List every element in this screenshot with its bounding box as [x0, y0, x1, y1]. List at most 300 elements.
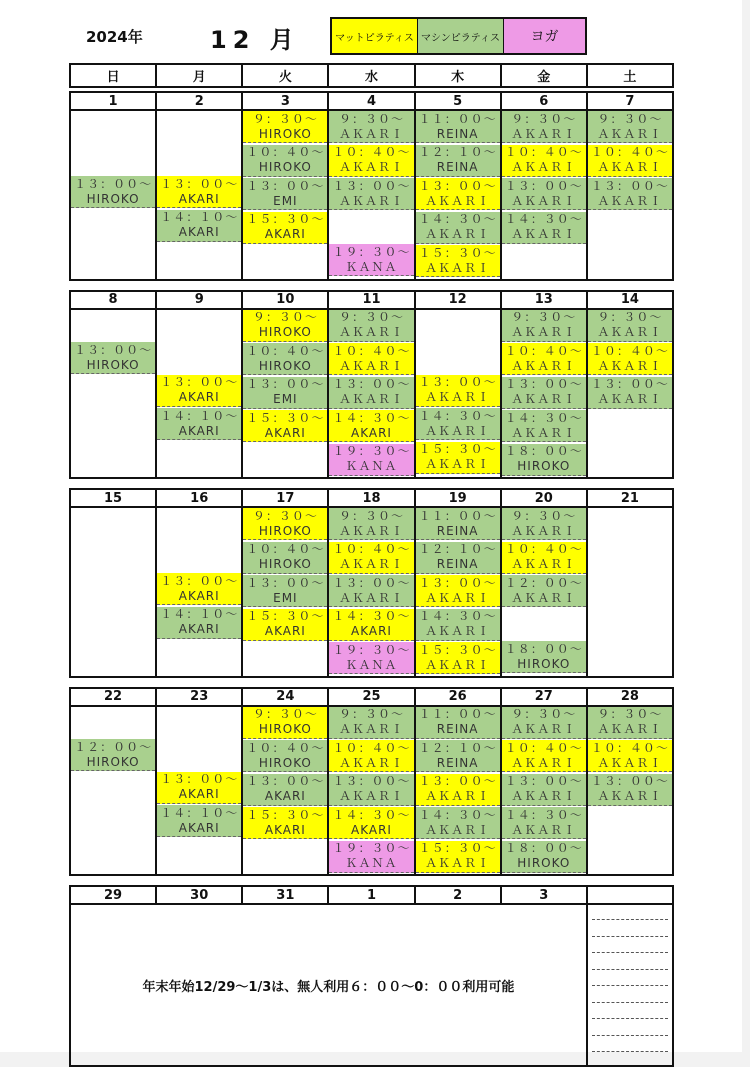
- machine-pilates-class: [329, 178, 413, 210]
- date-cell: 3: [242, 92, 328, 110]
- empty-slot: [329, 212, 413, 243]
- machine-pilates-class: [502, 707, 586, 739]
- weekday-thu: 木: [415, 64, 501, 87]
- machine-pilates-class: [502, 508, 586, 540]
- class-instructor: HIROKO: [517, 459, 571, 473]
- day-cell: [156, 309, 242, 479]
- mat-pilates-class: [329, 343, 413, 375]
- class-instructor: ＡＫＡＲＩ: [338, 590, 404, 605]
- class-time: １４：３０〜: [332, 807, 411, 822]
- machine-pilates-class: [502, 377, 586, 409]
- week-3: [69, 488, 674, 678]
- date-cell: 16: [156, 489, 242, 507]
- date-cell: 30: [156, 886, 242, 904]
- machine-pilates-class: [157, 607, 241, 639]
- class-time: １８：００〜: [504, 841, 583, 855]
- class-time: １４：３０〜: [418, 408, 497, 423]
- mat-pilates-class: [157, 375, 241, 407]
- day-cell: [415, 110, 501, 280]
- mat-pilates-class: [329, 410, 413, 442]
- class-instructor: ＡＫＡＲＩ: [425, 789, 491, 803]
- machine-pilates-class: [416, 542, 500, 574]
- class-instructor: AKARI: [264, 227, 306, 241]
- mat-pilates-class: [502, 740, 586, 772]
- machine-pilates-class: [416, 212, 500, 244]
- class-time: １５：３０〜: [246, 212, 325, 226]
- class-time: １１：００〜: [418, 707, 497, 721]
- class-time: １３：００〜: [590, 178, 669, 193]
- day-cell: [415, 309, 501, 479]
- legend-machine-pilates: マシンピラティス: [418, 19, 504, 53]
- day-cell: [242, 309, 328, 479]
- class-instructor: ＡＫＡＲＩ: [511, 722, 577, 736]
- class-instructor: ＡＫＡＲＩ: [338, 126, 404, 141]
- class-time: １２：１０〜: [418, 542, 497, 556]
- date-cell: 26: [415, 688, 501, 706]
- class-instructor: ＡＫＡＲＩ: [511, 590, 577, 605]
- class-instructor: ＡＫＡＲＩ: [425, 227, 491, 241]
- day-cell: [587, 110, 673, 280]
- class-time: １４：３０〜: [418, 807, 497, 822]
- class-instructor: AKARI: [178, 423, 220, 438]
- class-instructor: ＡＫＡＲＩ: [425, 657, 491, 672]
- class-time: １３：００〜: [418, 774, 497, 788]
- machine-pilates-class: [243, 774, 327, 806]
- empty-slot: [157, 111, 241, 142]
- class-instructor: ＫＡＮＡ: [345, 657, 398, 672]
- class-time: ９：３０〜: [338, 111, 404, 126]
- class-instructor: HIROKO: [258, 126, 312, 141]
- class-instructor: HIROKO: [86, 357, 140, 372]
- mat-pilates-class: [416, 575, 500, 607]
- class-time: １４：３０〜: [504, 212, 583, 226]
- mat-pilates-class: [157, 772, 241, 804]
- class-time: １３：００〜: [332, 377, 411, 391]
- date-cell: 24: [242, 688, 328, 706]
- class-time: ９：３０〜: [252, 111, 318, 126]
- machine-pilates-class: [71, 739, 155, 771]
- class-instructor: AKARI: [264, 624, 306, 638]
- class-time: １９：３０〜: [332, 642, 411, 657]
- mat-pilates-class: [416, 375, 500, 407]
- empty-slot: [157, 739, 241, 770]
- date-cell: 22: [70, 688, 156, 706]
- day-cell: [587, 706, 673, 876]
- class-time: １０：４０〜: [504, 740, 583, 755]
- class-time: １５：３０〜: [246, 609, 325, 623]
- class-time: １４：１０〜: [160, 210, 239, 224]
- class-instructor: ＡＫＡＲＩ: [511, 822, 577, 837]
- holiday-notice-cell: [70, 904, 587, 1066]
- day-cell: [70, 507, 156, 677]
- class-time: １０：４０〜: [332, 542, 411, 556]
- machine-pilates-class: [416, 408, 500, 440]
- class-instructor: ＡＫＡＲＩ: [597, 126, 663, 141]
- day-cell: [328, 110, 414, 280]
- class-instructor: REINA: [436, 160, 479, 174]
- notes-cell: [587, 904, 673, 1066]
- date-cell: 6: [501, 92, 587, 110]
- class-time: １３：００〜: [590, 377, 669, 391]
- class-instructor: AKARI: [178, 787, 220, 801]
- machine-pilates-class: [416, 707, 500, 739]
- date-cell: 2: [415, 886, 501, 904]
- class-instructor: ＡＫＡＲＩ: [511, 425, 577, 440]
- class-time: １２：００〜: [74, 739, 153, 754]
- date-cell: 28: [587, 688, 673, 706]
- week-1: [69, 91, 674, 281]
- mat-pilates-class: [243, 807, 327, 839]
- class-time: １５：３０〜: [418, 245, 497, 260]
- empty-slot: [71, 310, 155, 341]
- class-time: １０：４０〜: [590, 145, 669, 159]
- class-time: １３：００〜: [332, 178, 411, 193]
- legend: [330, 17, 587, 55]
- class-time: １９：３０〜: [332, 841, 411, 855]
- mat-pilates-class: [502, 343, 586, 375]
- date-cell: 20: [501, 489, 587, 507]
- weekday-tue: 火: [242, 64, 328, 87]
- yoga-class: [329, 841, 413, 873]
- class-instructor: REINA: [436, 557, 479, 571]
- mat-pilates-class: [502, 145, 586, 177]
- mat-pilates-class: [416, 774, 500, 806]
- class-time: １５：３０〜: [418, 442, 497, 456]
- class-instructor: ＡＫＡＲＩ: [425, 390, 491, 404]
- class-instructor: ＡＫＡＲＩ: [425, 856, 491, 870]
- class-instructor: ＡＫＡＲＩ: [338, 789, 404, 803]
- date-cell: 31: [242, 886, 328, 904]
- class-instructor: AKARI: [178, 390, 220, 404]
- class-instructor: EMI: [273, 590, 298, 605]
- mat-pilates-class: [243, 111, 327, 143]
- class-instructor: ＡＫＡＲＩ: [511, 193, 577, 208]
- class-time: １３：００〜: [332, 575, 411, 590]
- class-time: １１：００〜: [418, 111, 497, 126]
- machine-pilates-class: [416, 508, 500, 540]
- mat-pilates-class: [157, 573, 241, 605]
- machine-pilates-class: [157, 210, 241, 242]
- machine-pilates-class: [502, 178, 586, 210]
- empty-slot: [157, 508, 241, 539]
- class-time: １４：３０〜: [418, 212, 497, 226]
- date-cell: 27: [501, 688, 587, 706]
- mat-pilates-class: [329, 145, 413, 177]
- class-time: ９：３０〜: [511, 111, 577, 126]
- mat-pilates-class: [329, 740, 413, 772]
- class-time: １０：４０〜: [504, 145, 583, 159]
- date-cell: 8: [70, 291, 156, 309]
- class-time: １３：００〜: [418, 575, 497, 590]
- class-time: １０：４０〜: [590, 740, 669, 755]
- day-cell: [501, 110, 587, 280]
- date-cell: 2: [156, 92, 242, 110]
- class-instructor: HIROKO: [258, 755, 312, 770]
- machine-pilates-class: [71, 342, 155, 374]
- machine-pilates-class: [588, 707, 672, 739]
- machine-pilates-class: [502, 641, 586, 673]
- weekday-wed: 水: [328, 64, 414, 87]
- machine-pilates-class: [157, 408, 241, 440]
- class-instructor: ＡＫＡＲＩ: [338, 755, 404, 770]
- machine-pilates-class: [502, 111, 586, 143]
- date-cell: 7: [587, 92, 673, 110]
- class-instructor: HIROKO: [258, 358, 312, 373]
- yoga-class: [329, 244, 413, 276]
- calendar: [69, 63, 674, 1067]
- class-instructor: HIROKO: [517, 656, 571, 671]
- class-time: １４：３０〜: [332, 410, 411, 425]
- class-instructor: HIROKO: [258, 160, 312, 174]
- machine-pilates-class: [416, 145, 500, 177]
- class-instructor: AKARI: [264, 425, 306, 440]
- yoga-class: [329, 444, 413, 476]
- mat-pilates-class: [243, 310, 327, 342]
- class-time: ９：３０〜: [597, 111, 663, 126]
- class-time: １３：００〜: [160, 176, 239, 191]
- date-cell: 15: [70, 489, 156, 507]
- class-time: １３：００〜: [246, 178, 325, 193]
- machine-pilates-class: [502, 310, 586, 342]
- day-cell: [242, 507, 328, 677]
- machine-pilates-class: [243, 575, 327, 607]
- class-time: １３：００〜: [418, 178, 497, 193]
- date-cell: 9: [156, 291, 242, 309]
- machine-pilates-class: [243, 145, 327, 177]
- mat-pilates-class: [243, 508, 327, 540]
- class-instructor: AKARI: [351, 624, 392, 638]
- date-cell: 23: [156, 688, 242, 706]
- date-cell: 1: [328, 886, 414, 904]
- class-time: １０：４０〜: [590, 343, 669, 358]
- machine-pilates-class: [502, 841, 586, 873]
- date-cell: 29: [70, 886, 156, 904]
- class-time: １２：１０〜: [418, 145, 497, 159]
- year-label: 2024年: [86, 28, 143, 46]
- class-time: １４：３０〜: [504, 807, 583, 822]
- class-instructor: AKARI: [178, 820, 220, 835]
- week-2: [69, 290, 674, 480]
- class-time: １３：００〜: [160, 772, 239, 786]
- machine-pilates-class: [329, 508, 413, 540]
- day-cell: [501, 507, 587, 677]
- class-time: １３：００〜: [246, 774, 325, 788]
- day-cell: [242, 110, 328, 280]
- machine-pilates-class: [588, 111, 672, 143]
- class-instructor: ＡＫＡＲＩ: [511, 126, 577, 141]
- class-instructor: AKARI: [178, 622, 220, 636]
- class-time: １４：１０〜: [160, 805, 239, 820]
- class-instructor: ＡＫＡＲＩ: [511, 557, 577, 571]
- class-instructor: AKARI: [178, 191, 220, 206]
- class-time: １０：４０〜: [246, 343, 325, 358]
- mat-pilates-class: [416, 245, 500, 277]
- day-cell: [328, 309, 414, 479]
- date-cell: 10: [242, 291, 328, 309]
- machine-pilates-class: [243, 343, 327, 375]
- class-instructor: ＡＫＡＲＩ: [597, 325, 663, 339]
- empty-slot: [71, 144, 155, 175]
- legend-mat-pilates: マットピラティス: [332, 19, 418, 53]
- mat-pilates-class: [243, 410, 327, 442]
- class-time: １５：３０〜: [418, 841, 497, 855]
- class-time: １３：００〜: [504, 178, 583, 193]
- class-time: １３：００〜: [418, 375, 497, 389]
- class-instructor: AKARI: [351, 425, 392, 440]
- machine-pilates-class: [243, 542, 327, 574]
- class-instructor: ＡＫＡＲＩ: [338, 392, 404, 406]
- class-instructor: ＡＫＡＲＩ: [511, 160, 577, 174]
- class-instructor: HIROKO: [517, 856, 571, 870]
- date-cell: 25: [328, 688, 414, 706]
- class-time: １５：３０〜: [418, 642, 497, 657]
- class-time: １３：００〜: [504, 774, 583, 788]
- empty-slot: [71, 210, 155, 241]
- class-instructor: ＡＫＡＲＩ: [425, 457, 491, 471]
- mat-pilates-class: [416, 841, 500, 873]
- class-time: １９：３０〜: [332, 244, 411, 259]
- machine-pilates-class: [329, 111, 413, 143]
- class-instructor: ＡＫＡＲＩ: [511, 392, 577, 406]
- date-cell: 4: [328, 92, 414, 110]
- machine-pilates-class: [502, 575, 586, 607]
- class-instructor: ＡＫＡＲＩ: [597, 160, 663, 174]
- class-time: １３：００〜: [160, 375, 239, 389]
- class-instructor: ＡＫＡＲＩ: [338, 358, 404, 373]
- weekday-sat: 土: [587, 64, 673, 87]
- class-instructor: REINA: [436, 722, 479, 736]
- empty-slot: [157, 310, 241, 341]
- class-time: １３：００〜: [590, 774, 669, 788]
- machine-pilates-class: [416, 807, 500, 839]
- class-instructor: ＡＫＡＲＩ: [597, 755, 663, 770]
- machine-pilates-class: [329, 310, 413, 342]
- date-cell: [587, 886, 673, 904]
- machine-pilates-class: [329, 774, 413, 806]
- weekday-sun: 日: [70, 64, 156, 87]
- mat-pilates-class: [157, 176, 241, 208]
- day-cell: [156, 706, 242, 876]
- day-cell: [587, 309, 673, 479]
- mat-pilates-class: [502, 542, 586, 574]
- class-instructor: ＡＫＡＲＩ: [511, 755, 577, 770]
- class-time: １３：００〜: [74, 342, 153, 357]
- mat-pilates-class: [588, 145, 672, 177]
- class-instructor: AKARI: [178, 225, 220, 239]
- class-time: １３：００〜: [74, 176, 153, 191]
- weekday-header: [69, 63, 674, 88]
- mat-pilates-class: [243, 707, 327, 739]
- class-instructor: ＡＫＡＲＩ: [597, 789, 663, 803]
- class-time: １０：４０〜: [246, 740, 325, 755]
- mat-pilates-class: [243, 212, 327, 244]
- class-time: １８：００〜: [504, 641, 583, 656]
- machine-pilates-class: [243, 178, 327, 210]
- empty-slot: [71, 111, 155, 142]
- mat-pilates-class: [329, 609, 413, 641]
- machine-pilates-class: [502, 807, 586, 839]
- class-time: ９：３０〜: [252, 508, 318, 523]
- mat-pilates-class: [588, 343, 672, 375]
- date-cell: 13: [501, 291, 587, 309]
- class-instructor: HIROKO: [258, 325, 312, 339]
- class-instructor: ＡＫＡＲＩ: [425, 624, 491, 638]
- class-instructor: ＡＫＡＲＩ: [338, 523, 404, 538]
- empty-slot: [71, 707, 155, 738]
- date-cell: 1: [70, 92, 156, 110]
- class-instructor: EMI: [273, 193, 298, 208]
- class-instructor: REINA: [436, 523, 479, 538]
- machine-pilates-class: [588, 178, 672, 210]
- empty-slot: [157, 707, 241, 738]
- class-instructor: ＡＫＡＲＩ: [338, 193, 404, 208]
- machine-pilates-class: [588, 774, 672, 806]
- class-time: １４：３０〜: [418, 609, 497, 623]
- machine-pilates-class: [502, 212, 586, 244]
- class-time: １４：１０〜: [160, 607, 239, 621]
- class-time: １３：００〜: [246, 575, 325, 590]
- class-time: ９：３０〜: [511, 310, 577, 324]
- day-cell: [587, 507, 673, 677]
- date-cell: 5: [415, 92, 501, 110]
- class-time: ９：３０〜: [252, 310, 318, 324]
- day-cell: [328, 706, 414, 876]
- class-instructor: ＡＫＡＲＩ: [338, 557, 404, 571]
- class-instructor: ＡＫＡＲＩ: [338, 160, 404, 174]
- class-instructor: ＡＫＡＲＩ: [425, 193, 491, 208]
- mat-pilates-class: [416, 642, 500, 674]
- mat-pilates-class: [243, 609, 327, 641]
- machine-pilates-class: [502, 774, 586, 806]
- class-instructor: ＡＫＡＲＩ: [511, 789, 577, 803]
- date-cell: 18: [328, 489, 414, 507]
- date-cell: 14: [587, 291, 673, 309]
- day-cell: [501, 309, 587, 479]
- machine-pilates-class: [588, 310, 672, 342]
- class-instructor: ＡＫＡＲＩ: [597, 358, 663, 373]
- machine-pilates-class: [502, 444, 586, 476]
- machine-pilates-class: [329, 377, 413, 409]
- class-instructor: ＡＫＡＲＩ: [597, 392, 663, 406]
- date-cell: 3: [501, 886, 587, 904]
- mat-pilates-class: [416, 178, 500, 210]
- date-cell: 21: [587, 489, 673, 507]
- machine-pilates-class: [416, 111, 500, 143]
- machine-pilates-class: [588, 377, 672, 409]
- class-time: １８：００〜: [504, 444, 583, 458]
- class-instructor: ＫＡＮＡ: [345, 459, 398, 473]
- holiday-notice: 年末年始12/29〜1/3は、無人利用６：００〜0：００利用可能: [142, 979, 515, 995]
- class-instructor: ＡＫＡＲＩ: [511, 325, 577, 339]
- machine-pilates-class: [243, 377, 327, 409]
- empty-slot: [416, 310, 500, 341]
- day-cell: [156, 110, 242, 280]
- class-time: ９：３０〜: [597, 310, 663, 324]
- machine-pilates-class: [416, 740, 500, 772]
- empty-slot: [502, 609, 586, 640]
- empty-slot: [416, 342, 500, 373]
- machine-pilates-class: [71, 176, 155, 208]
- class-instructor: EMI: [273, 392, 298, 406]
- class-time: ９：３０〜: [338, 310, 404, 324]
- class-time: １９：３０〜: [332, 444, 411, 458]
- legend-yoga: ヨガ: [504, 19, 585, 53]
- class-time: １０：４０〜: [332, 740, 411, 755]
- class-instructor: ＡＫＡＲＩ: [338, 325, 404, 339]
- class-time: １３：００〜: [160, 573, 239, 588]
- class-time: １０：４０〜: [246, 542, 325, 556]
- day-cell: [70, 706, 156, 876]
